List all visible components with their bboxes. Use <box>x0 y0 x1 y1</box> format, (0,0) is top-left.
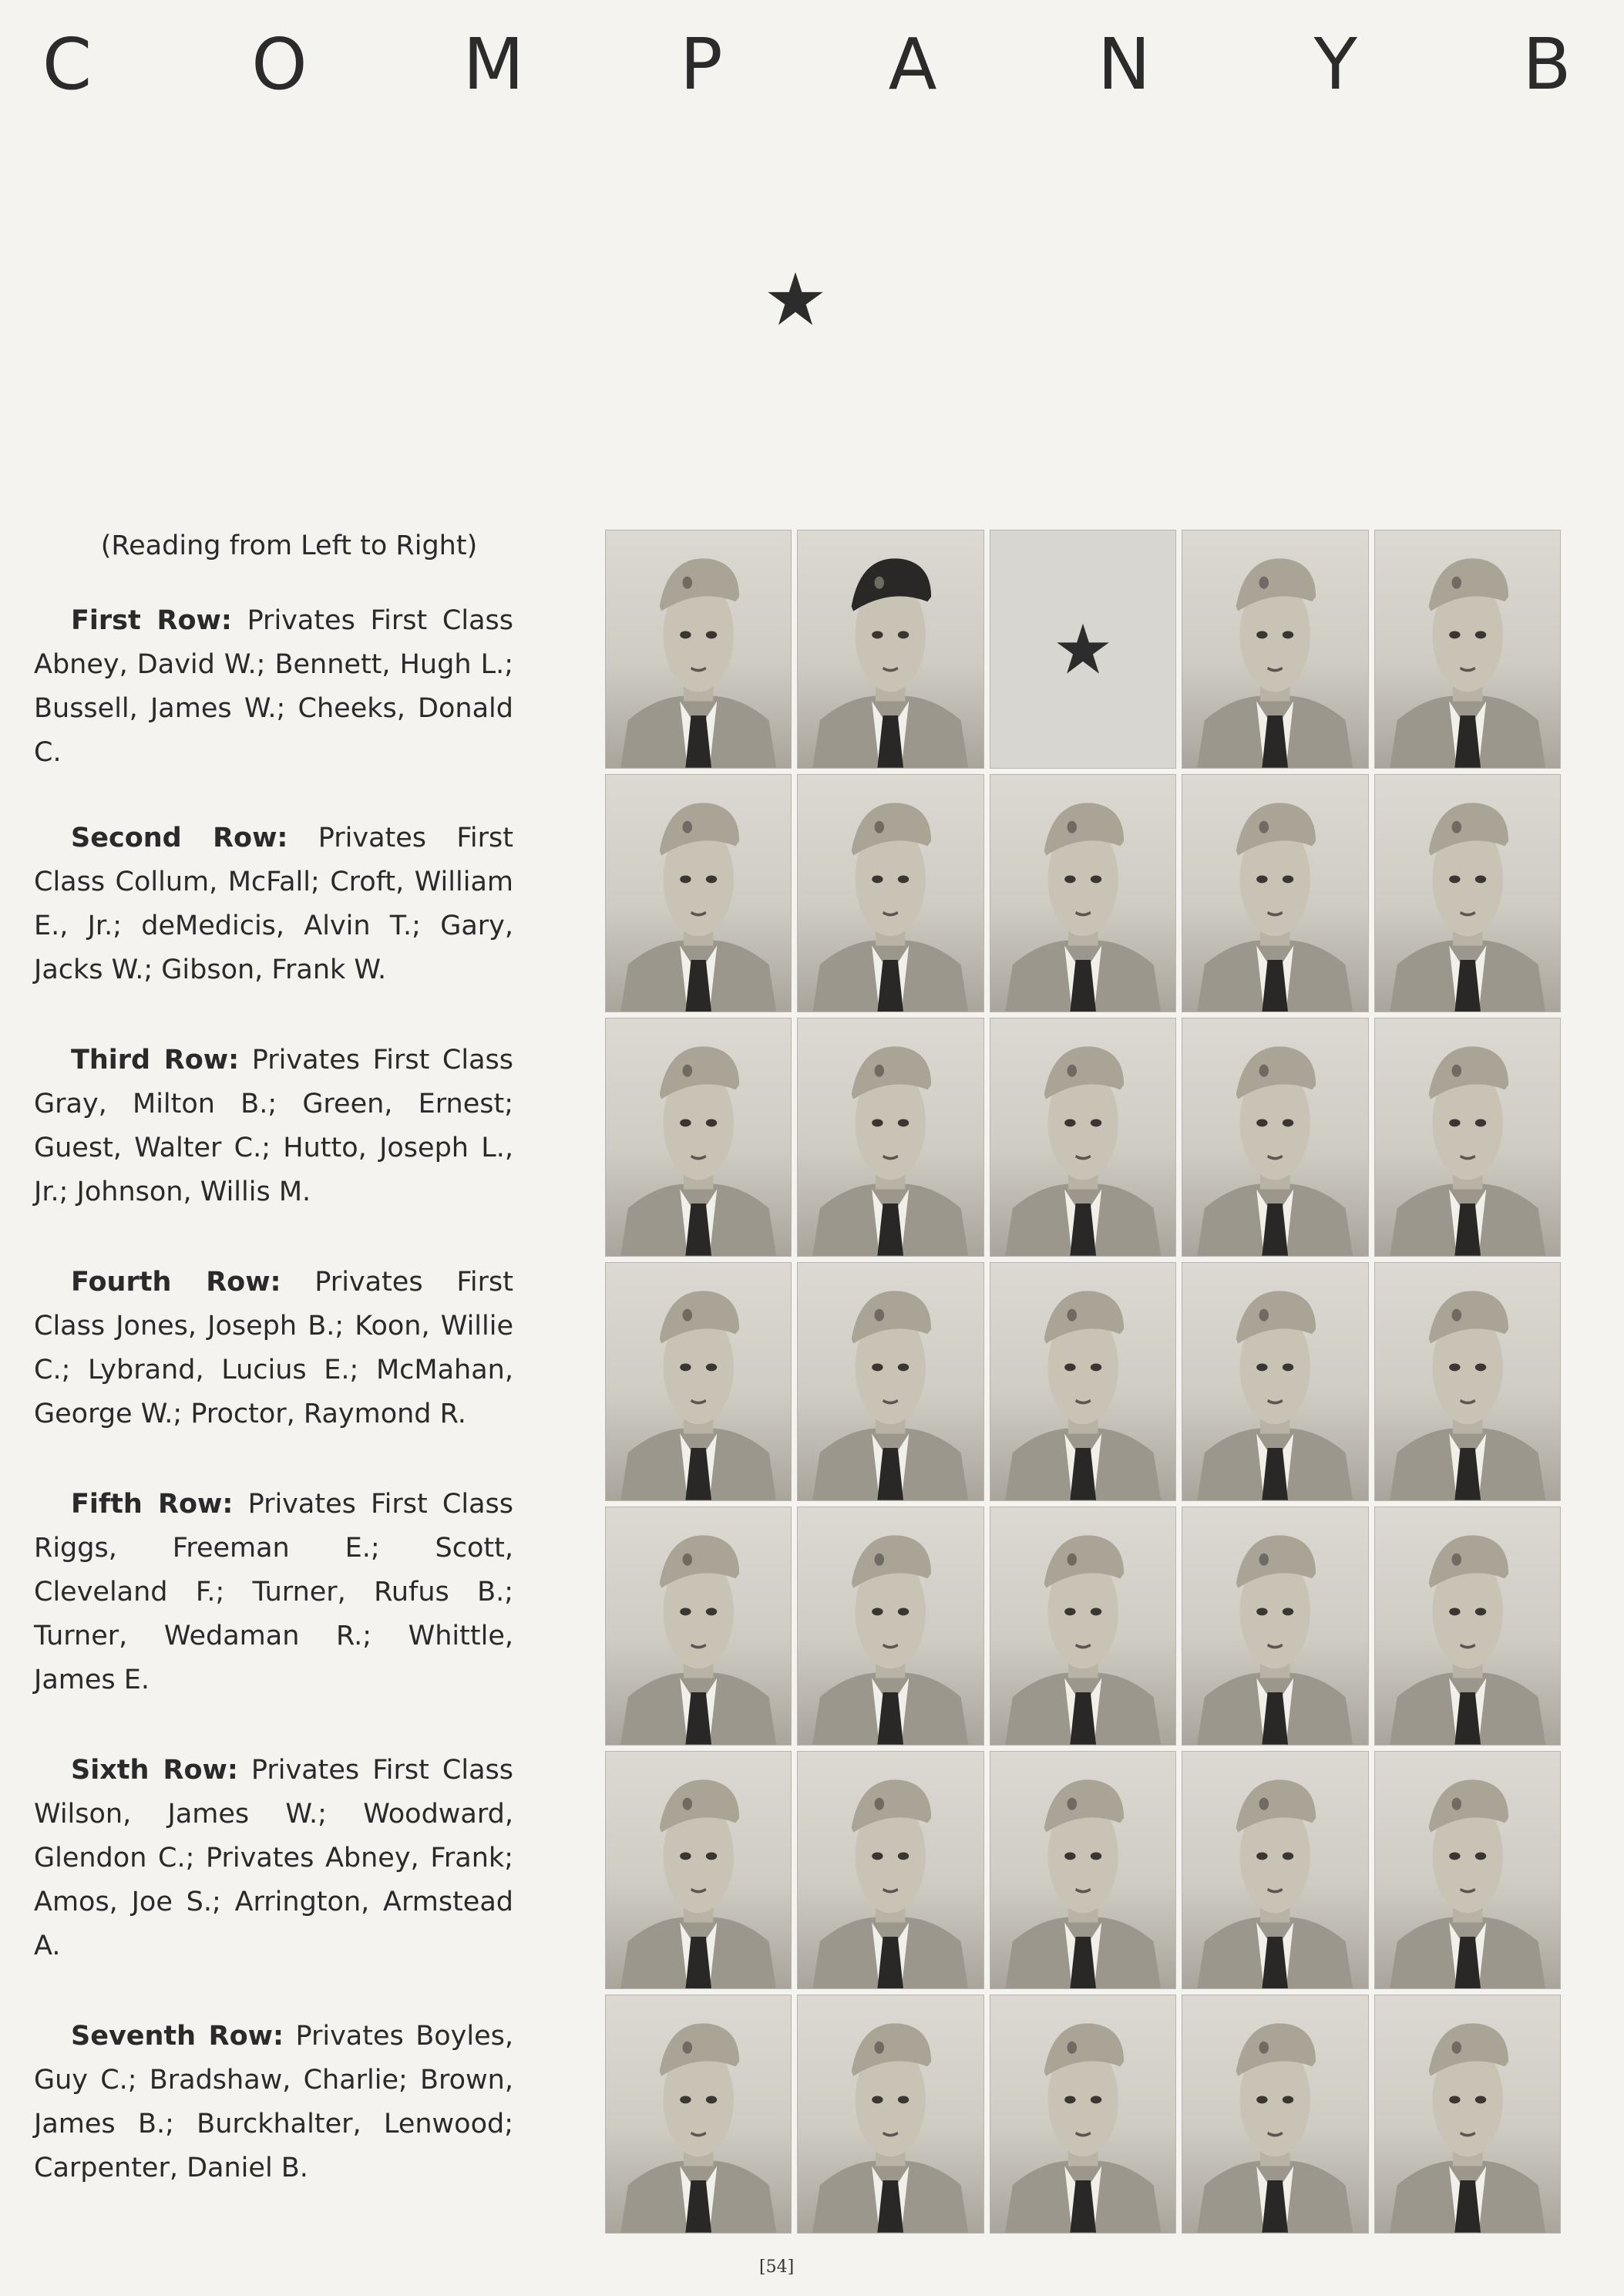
page-number: [54] <box>759 2257 795 2277</box>
soldier-portrait <box>1182 1507 1368 1746</box>
title-letter: N <box>1097 23 1151 106</box>
row-names: Privates First Class Wilson, James W.; Woodward, Glendon C.; Privates Abney, Frank; Amos, Joe S.; Arrington, Armstead A. <box>34 1755 513 1961</box>
row-caption-6 <box>34 1749 513 1968</box>
soldier-portrait <box>1374 1751 1561 1990</box>
soldier-portrait <box>797 1018 983 1257</box>
soldier-portrait <box>1374 1507 1561 1746</box>
soldier-portrait <box>605 774 792 1013</box>
row-caption-5 <box>34 1483 513 1702</box>
soldier-portrait <box>605 1751 792 1990</box>
soldier-portrait <box>1182 774 1368 1013</box>
row-names: Privates First Class Gray, Milton B.; Green, Ernest; Guest, Walter C.; Hutto, Joseph L., Jr.; Johnson, Willis M. <box>34 1045 513 1207</box>
row-label: Seventh Row: <box>71 2021 284 2052</box>
title-letter: P <box>680 23 723 106</box>
row-names: Privates First Class Jones, Joseph B.; Koon, Willie C.; Lybrand, Lucius E.; McMahan, George W.; Proctor, Raymond R. <box>34 1267 513 1429</box>
soldier-portrait <box>797 1995 983 2234</box>
soldier-portrait <box>1374 1995 1561 2234</box>
title-letter: Y <box>1313 23 1357 106</box>
row-names: Privates Boyles, Guy C.; Bradshaw, Charlie; Brown, James B.; Burckhalter, Lenwood; Carpenter, Daniel B. <box>34 2021 514 2183</box>
row-caption-1 <box>34 599 513 775</box>
row-caption-3 <box>34 1039 513 1214</box>
page-title <box>40 23 1574 106</box>
soldier-portrait <box>797 1751 983 1990</box>
title-letter: O <box>251 23 308 106</box>
soldier-portrait <box>1374 774 1561 1013</box>
soldier-portrait <box>797 1507 983 1746</box>
soldier-portrait <box>990 1018 1176 1257</box>
row-names: Privates First Class Collum, McFall; Croft, William E., Jr.; deMedicis, Alvin T.; Gary, Jacks W.; Gibson, Frank W. <box>34 823 513 985</box>
title-letter: A <box>888 23 937 106</box>
soldier-portrait <box>605 1262 792 1501</box>
soldier-portrait <box>605 530 792 769</box>
soldier-portrait <box>797 1262 983 1501</box>
row-caption-2 <box>34 816 513 992</box>
row-label: Third Row: <box>71 1045 240 1076</box>
soldier-portrait <box>1374 1262 1561 1501</box>
row-label: First Row: <box>71 605 232 636</box>
row-caption-4 <box>34 1261 513 1436</box>
title-letter: M <box>462 23 524 106</box>
reading-order-note: (Reading from Left to Right) <box>100 530 478 561</box>
row-caption-7 <box>34 2015 513 2190</box>
row-label: Sixth Row: <box>71 1755 238 1786</box>
soldier-portrait <box>605 1507 792 1746</box>
soldier-portrait <box>1182 1995 1368 2234</box>
row-names: Privates First Class Riggs, Freeman E.; Scott, Cleveland F.; Turner, Rufus B.; Turner, Wedaman R.; Whittle, James E. <box>34 1489 513 1695</box>
soldier-portrait <box>797 530 983 769</box>
title-letter: B <box>1522 23 1572 106</box>
soldier-portrait <box>990 1751 1176 1990</box>
soldier-portrait <box>1182 1018 1368 1257</box>
star-icon <box>990 530 1176 769</box>
soldier-portrait <box>990 1507 1176 1746</box>
row-label: Fifth Row: <box>71 1489 234 1520</box>
soldier-portrait <box>1182 1262 1368 1501</box>
soldier-portrait <box>605 1018 792 1257</box>
soldier-portrait <box>1182 1751 1368 1990</box>
soldier-portrait <box>990 774 1176 1013</box>
soldier-portrait <box>1374 1018 1561 1257</box>
row-names: Privates First Class Abney, David W.; Bennett, Hugh L.; Bussell, James W.; Cheeks, Donald C. <box>34 605 513 768</box>
caption-block <box>34 524 513 2190</box>
soldier-portrait <box>605 1995 792 2234</box>
soldier-portrait <box>1374 530 1561 769</box>
soldier-portrait <box>990 1262 1176 1501</box>
star-icon <box>766 270 825 328</box>
title-letter: C <box>42 23 92 106</box>
soldier-portrait <box>797 774 983 1013</box>
portrait-grid <box>605 530 1561 2234</box>
soldier-portrait <box>1182 530 1368 769</box>
row-label: Second Row: <box>71 823 288 853</box>
row-label: Fourth Row: <box>71 1267 281 1298</box>
soldier-portrait <box>990 1995 1176 2234</box>
